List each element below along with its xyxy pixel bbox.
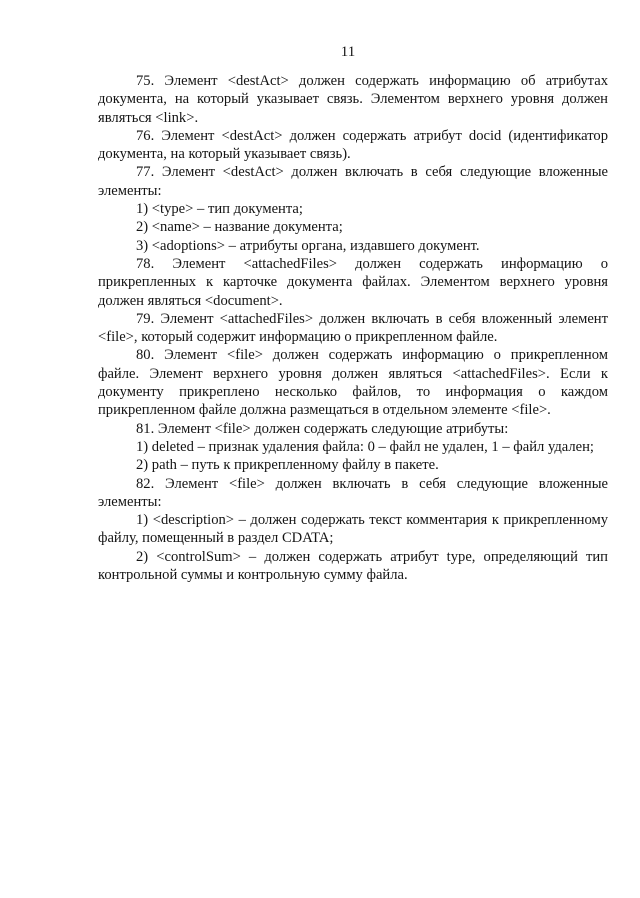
list-item-controlsum: 2) <controlSum> – должен содержать атрибут type, определяющий тип контрольной суммы и контрольную сумму файла. [98,548,608,584]
list-item-name: 2) <name> – название документа; [136,219,343,236]
list-item-adoptions: 3) <adoptions> – атрибуты органа, издавшего документ. [136,237,480,254]
paragraph-82: 82. Элемент <file> должен включать в себя следующие вложенные элементы: [98,475,608,510]
paragraph-78: 78. Элемент <attachedFiles> должен содержать информацию о прикрепленных к карточке документа файлах. Элементом верхнего уровня должен являться <document>. [98,255,608,309]
list-item-description: 1) <description> – должен содержать текст комментария к прикрепленному файлу, помещенный в раздел CDATA; [98,512,608,547]
paragraph-81: 81. Элемент <file> должен содержать следующие атрибуты: [136,420,509,437]
document-body [98,72,608,584]
list-item-deleted: 1) deleted – признак удаления файла: 0 – файл не удален, 1 – файл удален; [136,438,594,455]
paragraph-75: 75. Элемент <destAct> должен содержать информацию об атрибутах документа, на который указывает связь. Элементом верхнего уровня должен являться <link>. [98,73,608,126]
page-number: 11 [340,44,356,60]
paragraph-77: 77. Элемент <destAct> должен включать в себя следующие вложенные элементы: [98,164,608,199]
paragraph-80: 80. Элемент <file> должен содержать информацию о прикрепленном файле. Элемент верхнего уровня должен являться <attachedFiles>. Если к документу прикреплено несколько файлов, то информация о каждом прикрепленном файле должна размещаться в отдельном элементе <file>. [98,347,608,419]
paragraph-79: 79. Элемент <attachedFiles> должен включать в себя вложенный элемент <file>, который содержит информацию о прикрепленном файле. [98,310,608,346]
list-item-type: 1) <type> – тип документа; [136,201,303,218]
list-item-path: 2) path – путь к прикрепленному файлу в пакете. [136,457,439,474]
paragraph-76: 76. Элемент <destAct> должен содержать атрибут docid (идентификатор документа, на который указывает связь). [98,127,608,163]
